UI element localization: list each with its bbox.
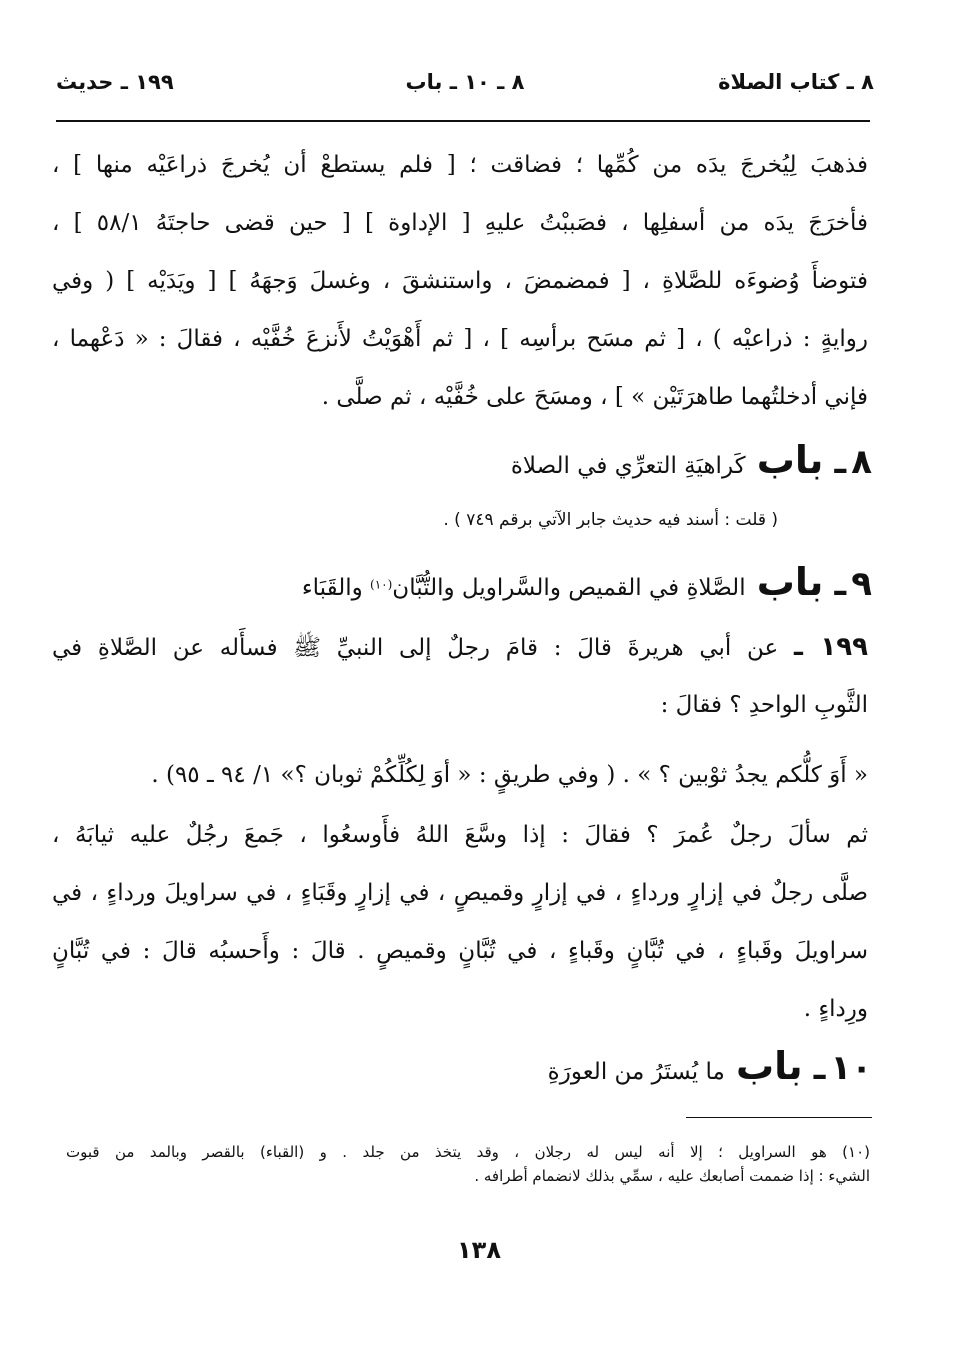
chapter-bab-label: باب	[756, 438, 824, 482]
hadith-line: الثَّوبِ الواحدِ ؟ فقالَ :	[660, 692, 868, 718]
chapter-title: ما يُستَرُ من العورَةِ	[547, 1059, 725, 1085]
editor-note: ( قلت : أسند فيه حديث جابر الآتي برقم ٧٤٩ ) .	[443, 510, 778, 530]
hadith-text: عن أبي هريرةَ قالَ : قامَ رجلٌ إلى النبيِّ ﷺ فسأَله عن الصَّلاةِ في	[52, 635, 779, 661]
paragraph-umar	[52, 820, 868, 1052]
hadith-number: ١٩٩ ـ	[794, 632, 868, 662]
chapter-heading-10	[52, 1044, 872, 1088]
text-line: فتوضأَ وُضوءَه للصَّلاةِ ، [ فمضمضَ ، واستنشقَ ، وغسلَ وَجهَهُ ] [ ويَدَيْه ] ( وفي	[52, 268, 868, 294]
text-line: فإني أدخلتُهما طاهرَتَيْن » ] ، ومسَحَ على خُفَّيْه ، ثم صلَّى .	[321, 384, 868, 410]
text-line: سراويلَ وقَباءٍ ، في تُبَّانٍ وقَباءٍ ، في تُبَّانٍ وقميصٍ . قالَ : وأَحسبُه قالَ : في تُبَّانٍ	[52, 938, 868, 964]
chapter-title: كَراهيَةِ التعرِّي في الصلاة	[510, 453, 746, 479]
hadith-line: « أَوَ كلُّكم يجدُ ثوْبين ؟ » . ( وفي طريقٍ : « أوَ لِكُلِّكُمْ ثوبان ؟» ١/ ٩٤ ـ ٩٥) .	[151, 762, 868, 788]
chapter-dash: ـ	[834, 442, 847, 482]
hadith-line	[52, 632, 868, 690]
page-number: ١٣٨	[457, 1236, 501, 1264]
chapter-heading-8	[52, 438, 872, 482]
running-header	[56, 62, 874, 102]
chapter-dash: ـ	[813, 1048, 826, 1088]
header-hadith: ١٩٩ ـ حديث	[56, 70, 174, 94]
paragraph-continuation	[52, 150, 868, 440]
text-line: ثم سألَ رجلٌ عُمرَ ؟ فقالَ : إذا وسَّعَ اللهُ فأَوسعُوا ، جَمعَ رجُلٌ عليه ثيابَهُ ،	[52, 822, 868, 848]
chapter-heading-9	[52, 560, 872, 604]
header-rule	[56, 120, 870, 122]
text-line: صلَّى رجلٌ في إزارٍ ورداءٍ ، في إزارٍ وقميصٍ ، في إزارٍ وقَبَاءٍ ، في سراويلَ ورداءٍ ، في	[52, 880, 868, 906]
chapter-title-end: والقَبَاء	[301, 575, 371, 601]
chapter-number: ٩	[851, 564, 872, 604]
header-chapter: ٨ ـ كتاب الصلاة	[718, 70, 874, 94]
text-line: روايةٍ : ذراعيْه ) ، [ ثم مسَح برأسِه ] ، [ ثم أَهْوَيْتُ لأَنزعَ خُفَّيْه ، فقالَ : « دَعْهما ،	[52, 326, 868, 352]
header-section: ٨ ـ ١٠ ـ باب	[405, 70, 525, 94]
hadith-199	[52, 632, 868, 822]
chapter-bab-label: باب	[756, 560, 824, 604]
text-line: فأخرَجَ يدَه من أسفلِها ، فصَببْتُ عليهِ [ الإداوة ] [ حين قضى حاجتَهُ ٥٨/١ ] ،	[52, 210, 868, 236]
chapter-bab-label: باب	[735, 1044, 803, 1088]
footnotes	[66, 1140, 870, 1188]
chapter-number: ٨	[851, 442, 872, 482]
footnote-marker: (١٠)	[370, 577, 393, 592]
footnote-rule	[686, 1117, 872, 1118]
chapter-number: ١٠	[830, 1048, 872, 1088]
footnote-line: (١٠) هو السراويل ؛ إلا أنه ليس له رجلان ، وقد يتخذ من جلد . و (القباء) بالقصر وبالمد من قبوت	[66, 1143, 870, 1161]
text-line: ورِداءٍ .	[803, 996, 868, 1022]
footnote-line: الشيء : إذا ضممت أصابعك عليه ، سمِّي بذلك لانضمام أطرافه .	[474, 1167, 870, 1185]
chapter-title: الصَّلاةِ في القميص والسَّراويل والتُّبَّان	[392, 575, 746, 601]
text-line: فذهبَ لِيُخرجَ يدَه من كُمِّها ؛ فضاقت ؛ [ فلم يستطعْ أن يُخرجَ ذراعَيْه منها ] ،	[52, 152, 868, 178]
chapter-dash: ـ	[834, 564, 847, 604]
